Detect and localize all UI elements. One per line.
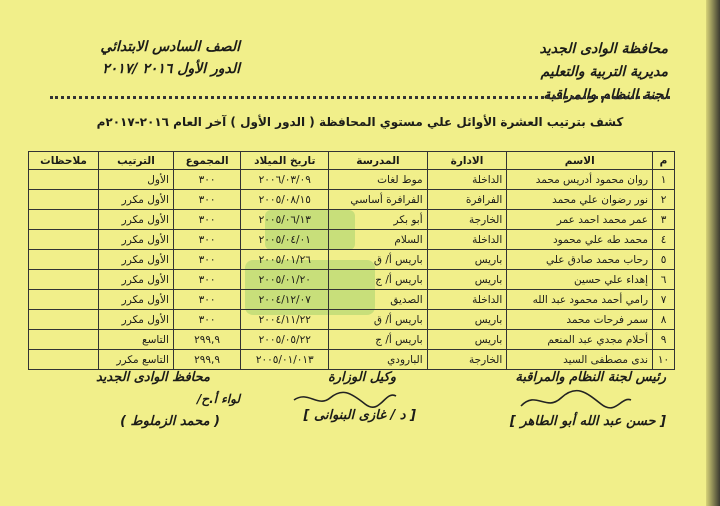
column-header: الاسم [507,152,653,170]
table-cell-dob: ٢٠٠٤/١٢/٠٧ [241,290,329,310]
table-cell-school: باريس أ/ ق [329,310,427,330]
table-cell-admin: باريس [427,270,507,290]
table-cell-total: ٣٠٠ [173,290,240,310]
table-cell-total: ٢٩٩,٩ [173,350,240,370]
deputy-title: وكيل الوزارة [327,370,396,385]
committee-name: [ حسن عبد الله أبو الطاهر ] [509,414,666,429]
table-cell-name: رحاب محمد صادق علي [507,250,653,270]
table-cell-school: موط لغات [329,170,427,190]
table-row [29,190,675,210]
table-cell-rank: التاسع مكرر [99,350,174,370]
table-cell-dob: ٢٠٠٥/٠١/٠١٣ [241,350,329,370]
header-line: مديرية التربية والتعليم [540,64,668,80]
table-row [29,230,675,250]
table-cell-num: ١٠ [653,350,675,370]
table-cell-school: باريس أ/ ق [329,250,427,270]
table-cell-school: باريس أ/ ج [329,270,427,290]
column-header: الترتيب [99,152,174,170]
header-line: لجنة النظام والمراقبة [543,87,668,103]
table-cell-admin: الخارجة [427,210,507,230]
deputy-name: [ د / غازى البنوانى ] [303,408,416,423]
table-cell-admin: باريس [427,330,507,350]
table-row [29,210,675,230]
table-cell-admin: باريس [427,310,507,330]
table-cell-num: ٨ [653,310,675,330]
governor-title: محافظ الوادى الجديد [95,370,210,385]
paper-edge [706,0,720,506]
table-cell-num: ٥ [653,250,675,270]
table-cell-rank: الأول مكرر [99,310,174,330]
table-cell-notes [29,310,99,330]
table-cell-notes [29,190,99,210]
table-cell-num: ٦ [653,270,675,290]
table-row [29,310,675,330]
table-cell-name: عمر محمد احمد عمر [507,210,653,230]
table-cell-name: محمد طه علي محمود [507,230,653,250]
table-cell-total: ٣٠٠ [173,310,240,330]
table-cell-notes [29,350,99,370]
committee-title: رئيس لجنة النظام والمراقبة [515,370,666,385]
table-cell-notes [29,250,99,270]
table-cell-total: ٣٠٠ [173,190,240,210]
table-cell-num: ٩ [653,330,675,350]
table-cell-dob: ٢٠٠٥/٠١/٢٦ [241,250,329,270]
table-header-row [29,152,675,170]
table-cell-notes [29,270,99,290]
governor-rank: لواء أ.ح/ [196,392,240,406]
dotted-divider [50,96,670,99]
table-cell-admin: الخارجة [427,350,507,370]
header-line: الدور الأول ٢٠١٦ /٢٠١٧ [102,61,240,77]
table-cell-name: روان محمود أدريس محمد [507,170,653,190]
table-cell-admin: الفرافرة [427,190,507,210]
table-cell-school: الفرافرة أساسي [329,190,427,210]
table-cell-dob: ٢٠٠٥/٠١/٢٠ [241,270,329,290]
table-cell-name: سمر فرحات محمد [507,310,653,330]
table-cell-name: إهداء علي حسين [507,270,653,290]
column-header: ملاحظات [29,152,99,170]
results-table [28,151,675,370]
table-row [29,330,675,350]
table-cell-school: الصديق [329,290,427,310]
document-title: كشف بترتيب العشرة الأوائل علي مستوي المحافظة ( الدور الأول ) آخر العام ٢٠١٦-٢٠١٧م [96,115,624,129]
table-cell-name: أحلام مجدي عبد المنعم [507,330,653,350]
table-cell-rank: الأول مكرر [99,190,174,210]
column-header: م [653,152,675,170]
table-cell-total: ٣٠٠ [173,210,240,230]
table-cell-name: ندى مصطفى السيد [507,350,653,370]
table-row [29,290,675,310]
table-cell-notes [29,290,99,310]
column-header: المدرسة [329,152,427,170]
table-cell-dob: ٢٠٠٥/٠٤/٠١ [241,230,329,250]
table-cell-name: رامي أحمد محمود عبد الله [507,290,653,310]
table-row [29,350,675,370]
table-cell-rank: التاسع [99,330,174,350]
table-cell-rank: الأول [99,170,174,190]
table-cell-dob: ٢٠٠٤/١١/٢٢ [241,310,329,330]
grade-header [40,36,240,80]
table-cell-dob: ٢٠٠٥/٠٦/١٣ [241,210,329,230]
table-cell-num: ٤ [653,230,675,250]
table-cell-dob: ٢٠٠٥/٠٨/١٥ [241,190,329,210]
table-cell-total: ٣٠٠ [173,170,240,190]
committee-signature [516,388,636,414]
table-cell-school: البارودي [329,350,427,370]
table-row [29,170,675,190]
table-cell-num: ٧ [653,290,675,310]
governor-name: ( محمد الزملوط ) [120,414,220,429]
table-cell-admin: باريس [427,250,507,270]
table-cell-num: ١ [653,170,675,190]
table-cell-num: ٢ [653,190,675,210]
header-line: محافظة الوادى الجديد [539,41,668,57]
table-row [29,270,675,290]
table-cell-notes [29,170,99,190]
table-cell-num: ٣ [653,210,675,230]
table-cell-rank: الأول مكرر [99,270,174,290]
table-cell-notes [29,230,99,250]
table-cell-school: باريس أ/ ج [329,330,427,350]
table-cell-total: ٢٩٩,٩ [173,330,240,350]
table-cell-admin: الداخلة [427,230,507,250]
table-cell-total: ٣٠٠ [173,230,240,250]
table-cell-school: السلام [329,230,427,250]
table-cell-rank: الأول مكرر [99,230,174,250]
table-cell-rank: الأول مكرر [99,210,174,230]
table-cell-dob: ٢٠٠٦/٠٣/٠٩ [241,170,329,190]
table-row [29,250,675,270]
column-header: تاريخ الميلاد [241,152,329,170]
column-header: الادارة [427,152,507,170]
table-cell-total: ٣٠٠ [173,270,240,290]
column-header: المجموع [173,152,240,170]
table-cell-notes [29,330,99,350]
header-line: الصف السادس الابتدائي [100,39,240,55]
table-cell-name: نور رضوان علي محمد [507,190,653,210]
table-cell-dob: ٢٠٠٥/٠٥/٢٢ [241,330,329,350]
table-cell-admin: الداخلة [427,290,507,310]
table-cell-rank: الأول مكرر [99,250,174,270]
table-cell-school: أبو بكر [329,210,427,230]
table-cell-rank: الأول مكرر [99,290,174,310]
table-cell-total: ٣٠٠ [173,250,240,270]
table-cell-notes [29,210,99,230]
table-cell-admin: الداخلة [427,170,507,190]
